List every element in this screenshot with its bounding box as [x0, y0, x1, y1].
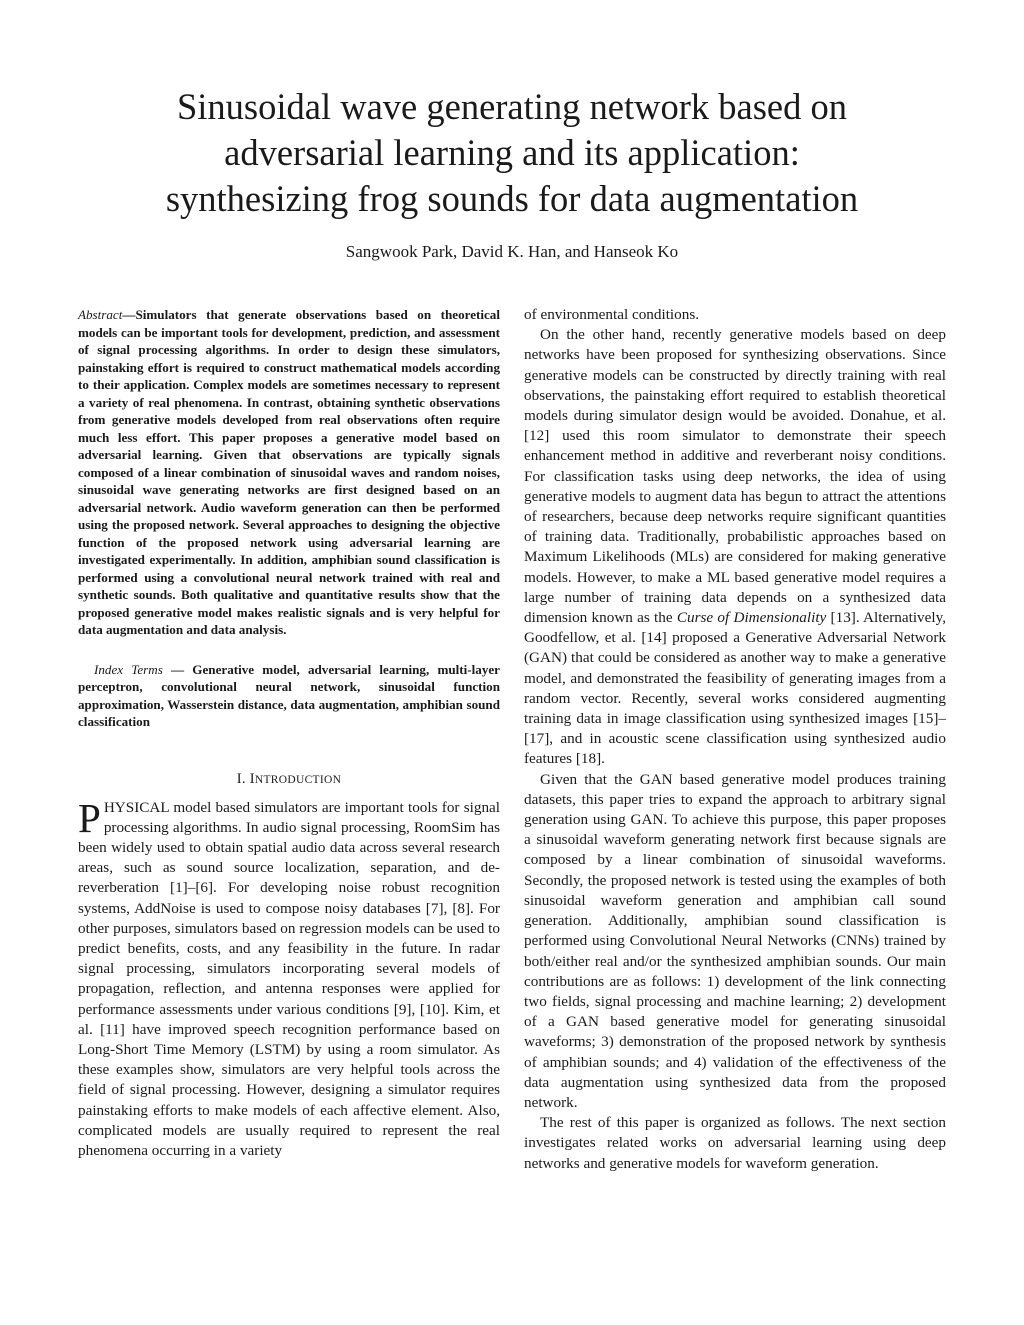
section-title-initial: I: [249, 770, 255, 787]
title-line: adversarial learning and its application:: [224, 132, 800, 173]
drop-cap: P: [78, 794, 101, 841]
emphasized-term: Curse of Dimensionality: [676, 609, 827, 627]
paper-title: [60, 84, 964, 222]
paragraph-text: On the other hand, recently generative models based on deep networks have been proposed for synthesizing observations. Since generative models can be constructed by directly training with real observations, the painstaking effort required to establish theoretical models during simulator design would be avoided. Donahue, et al. [12] used this room simulator to demonstrate their speech enhancement method in additive and reverberant noisy conditions. For classification tasks using deep networks, the idea of using generative models to augment data has begun to attract the attentions of researchers, because deep networks require significant quantities of training data. Traditionally, probabilistic approaches based on Maximum Likelihoods (MLs) are considered for making generative models. However, to make a ML based generative model requires a large number of training data depends on a synthesized data dimension known as the: [524, 326, 946, 627]
title-line: synthesizing frog sounds for data augmentation: [165, 178, 859, 219]
abstract-text: —Simulators that generate observations based on theoretical models can be important tools for development, prediction, and assessment of signal processing algorithms. In order to design these simulators, painstaking effort is required to construct mathematical models according to their application. Complex models are sometimes necessary to represent a variety of real phenomena. In contrast, obtaining synthetic observations from generative models developed from real observations often require much less effort. This paper proposes a generative model based on adversarial learning. Given that observations are typically signals composed of a linear combination of sinusoidal waves and random noises, sinusoidal wave generating networks are first designed based on an adversarial network. Audio waveform generation can then be performed using the proposed network. Several approaches to designing the objective function of the proposed network using adversarial learning are investigated experimentally. In addition, amphibian sound classification is performed using a convolutional neural network trained with real and synthetic sounds. Both qualitative and quantitative results show that the proposed generative model makes realistic signals and is very helpful for data augmentation and data analysis.: [78, 307, 500, 637]
section-title-rest: NTRODUCTION: [254, 773, 342, 786]
left-column: [78, 306, 500, 1161]
index-terms-label: Index Terms: [94, 661, 163, 677]
intro-first-word: HYSICAL: [103, 798, 170, 816]
paragraph-text: [13]. Alternatively, Goodfellow, et al. [14] proposed a Generative Adversarial Network (GAN) that could be considered as another way to make a generative model, and demonstrated the feasibility of generating images from a random vector. Recently, several works considered augmenting training data in image classification using synthesized images [15]–[17], and in acoustic scene classification using synthesized audio features [18].: [524, 609, 946, 768]
continued-paragraph: of environmental conditions.: [524, 306, 700, 323]
index-terms-text: — Generative model, adversarial learning, multi-layer perceptron, convolutional neural network, sinusoidal function approximation, Wasserstein distance, data augmentation, amphibian sound classification: [78, 661, 500, 729]
body-paragraph: The rest of this paper is organized as follows. The next section investigates related works on adversarial learning using deep networks and generative models for waveform generation.: [524, 1114, 946, 1172]
intro-paragraph: [78, 794, 500, 1162]
section-number: I.: [236, 770, 250, 787]
author-list: Sangwook Park, David K. Han, and Hanseok Ko: [345, 242, 679, 261]
abstract-label: Abstract: [78, 307, 123, 322]
abstract: [78, 306, 500, 639]
title-line: Sinusoidal wave generating network based on: [176, 86, 847, 127]
index-terms: [78, 661, 500, 731]
section-heading-introduction: [78, 771, 500, 788]
intro-text: model based simulators are important tools for signal processing algorithms. In audio signal processing, RoomSim has been widely used to obtain spatial audio data across several research areas, such as sound source localization, separation, and de-reverberation [1]–[6]. For developing noise robust recognition systems, AddNoise is used to compose noisy databases [7], [8]. For other purposes, simulators based on regression models can be used to predict benefits, costs, and any feasibility in the future. In radar signal processing, simulators incorporating several models of propagation, reflection, and antenna responses were applied for performance assessments under various conditions [9], [10]. Kim, et al. [11] have improved speech recognition performance based on Long-Short Time Memory (LSTM) by using a room simulator. As these examples show, simulators are very helpful tools across the field of signal processing. However, designing a simulator requires painstaking efforts to make models of each affective element. Also, complicated models are usually required to represent the real phenomena occurring in a variety: [78, 798, 500, 1159]
body-paragraph: [524, 325, 946, 769]
right-column: [524, 305, 946, 1174]
body-paragraph: Given that the GAN based generative model produces training datasets, this paper tries to expand the approach to arbitrary signal generation using GAN. To achieve this purpose, this paper proposes a sinusoidal waveform generating network first because signals are composed by a linear combination of sinusoidal waveforms. Secondly, the proposed network is tested using the examples of both sinusoidal waveform generation and amphibian call sound generation. Additionally, amphibian sound classification is performed using Convolutional Neural Networks (CNNs) trained by both/either real and/or the synthesized amphibian sounds. Our main contributions are as follows: 1) development of the link connecting two fields, signal processing and machine learning; 2) development of a GAN based generative model for generating sinusoidal waveforms; 3) demonstration of the proposed network by synthesis of amphibian sounds; and 4) validation of the effectiveness of the data augmentation using synthesized data from the proposed network.: [524, 770, 946, 1111]
